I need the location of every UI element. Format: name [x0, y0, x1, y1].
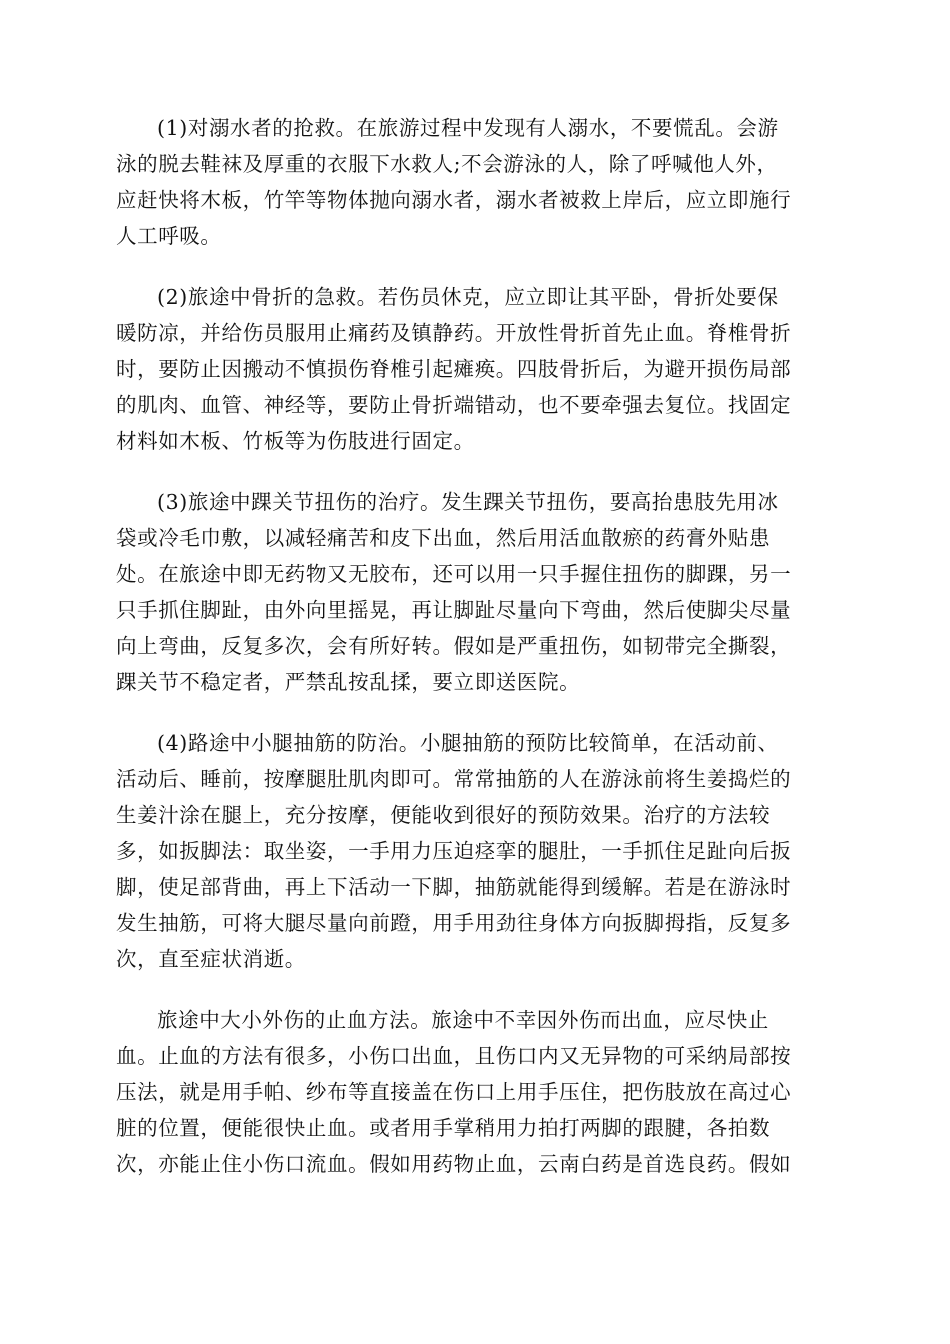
text-line: 旅途中大小外伤的止血方法。旅途中不幸因外伤而出血，应尽快止	[157, 1008, 769, 1032]
text-line: 泳的脱去鞋袜及厚重的衣服下水救人;不会游泳的人，除了呼喊他人外，	[116, 152, 778, 176]
text-line: 处。在旅途中即无药物又无胶布，还可以用一只手握住扭伤的脚踝，另一	[116, 562, 792, 586]
text-line: 生姜汁涂在腿上，充分按摩，便能收到很好的预防效果。治疗的方法较	[116, 803, 771, 827]
text-line: 次，亦能止住小伤口流血。假如用药物止血，云南白药是首选良药。假如	[116, 1152, 792, 1176]
document-page	[116, 110, 838, 1207]
paragraph-bleeding-control	[116, 1002, 838, 1182]
text-line: (3)旅途中踝关节扭伤的治疗。发生踝关节扭伤，要高抬患肢先用冰	[157, 490, 779, 514]
text-line: 踝关节不稳定者，严禁乱按乱揉，要立即送医院。	[116, 670, 581, 694]
text-line: 时，要防止因搬动不慎损伤脊椎引起瘫痪。四肢骨折后，为避开损伤局部	[116, 357, 792, 381]
text-line: 袋或冷毛巾敷，以减轻痛苦和皮下出血，然后用活血散瘀的药膏外贴患	[116, 526, 771, 550]
text-line: 血。止血的方法有很多，小伤口出血，且伤口内又无异物的可采纳局部按	[116, 1044, 792, 1068]
text-line: 的肌肉、血管、神经等，要防止骨折端错动，也不要牵强去复位。找固定	[116, 393, 792, 417]
paragraph-drowning-rescue	[116, 110, 838, 254]
text-line: 活动后、睡前，按摩腿肚肌肉即可。常常抽筋的人在游泳前将生姜捣烂的	[116, 767, 792, 791]
text-line: 向上弯曲，反复多次，会有所好转。假如是严重扭伤，如韧带完全撕裂，	[116, 634, 792, 658]
text-line: 材料如木板、竹板等为伤肢进行固定。	[116, 429, 475, 453]
text-line: (2)旅途中骨折的急救。若伤员休克，应立即让其平卧，骨折处要保	[157, 285, 779, 309]
paragraph-ankle-sprain	[116, 484, 838, 700]
text-line: (4)路途中小腿抽筋的防治。小腿抽筋的预防比较简单，在活动前、	[157, 731, 779, 755]
text-line: 压法，就是用手帕、纱布等直接盖在伤口上用手压住，把伤肢放在高过心	[116, 1080, 792, 1104]
text-line: 次，直至症状消逝。	[116, 947, 306, 971]
paragraph-fracture-first-aid	[116, 279, 838, 459]
text-line: 脏的位置，便能很快止血。或者用手掌稍用力拍打两脚的跟腱，各拍数	[116, 1116, 771, 1140]
text-line: 应赶快将木板，竹竿等物体抛向溺水者，溺水者被救上岸后，应立即施行	[116, 188, 792, 212]
text-line: 脚，使足部背曲，再上下活动一下脚，抽筋就能得到缓解。若是在游泳时	[116, 875, 792, 899]
text-line: 发生抽筋，可将大腿尽量向前蹬，用手用劲往身体方向扳脚拇指，反复多	[116, 911, 792, 935]
text-line: 暖防凉，并给伤员服用止痛药及镇静药。开放性骨折首先止血。脊椎骨折	[116, 321, 792, 345]
text-line: 多，如扳脚法：取坐姿，一手用力压迫痉挛的腿肚，一手抓住足趾向后扳	[116, 839, 792, 863]
text-line: 只手抓住脚趾，由外向里摇晃，再让脚趾尽量向下弯曲，然后使脚尖尽量	[116, 598, 792, 622]
paragraph-leg-cramp	[116, 725, 838, 977]
text-line: 人工呼吸。	[116, 224, 222, 248]
text-line: (1)对溺水者的抢救。在旅游过程中发现有人溺水，不要慌乱。会游	[157, 116, 779, 140]
